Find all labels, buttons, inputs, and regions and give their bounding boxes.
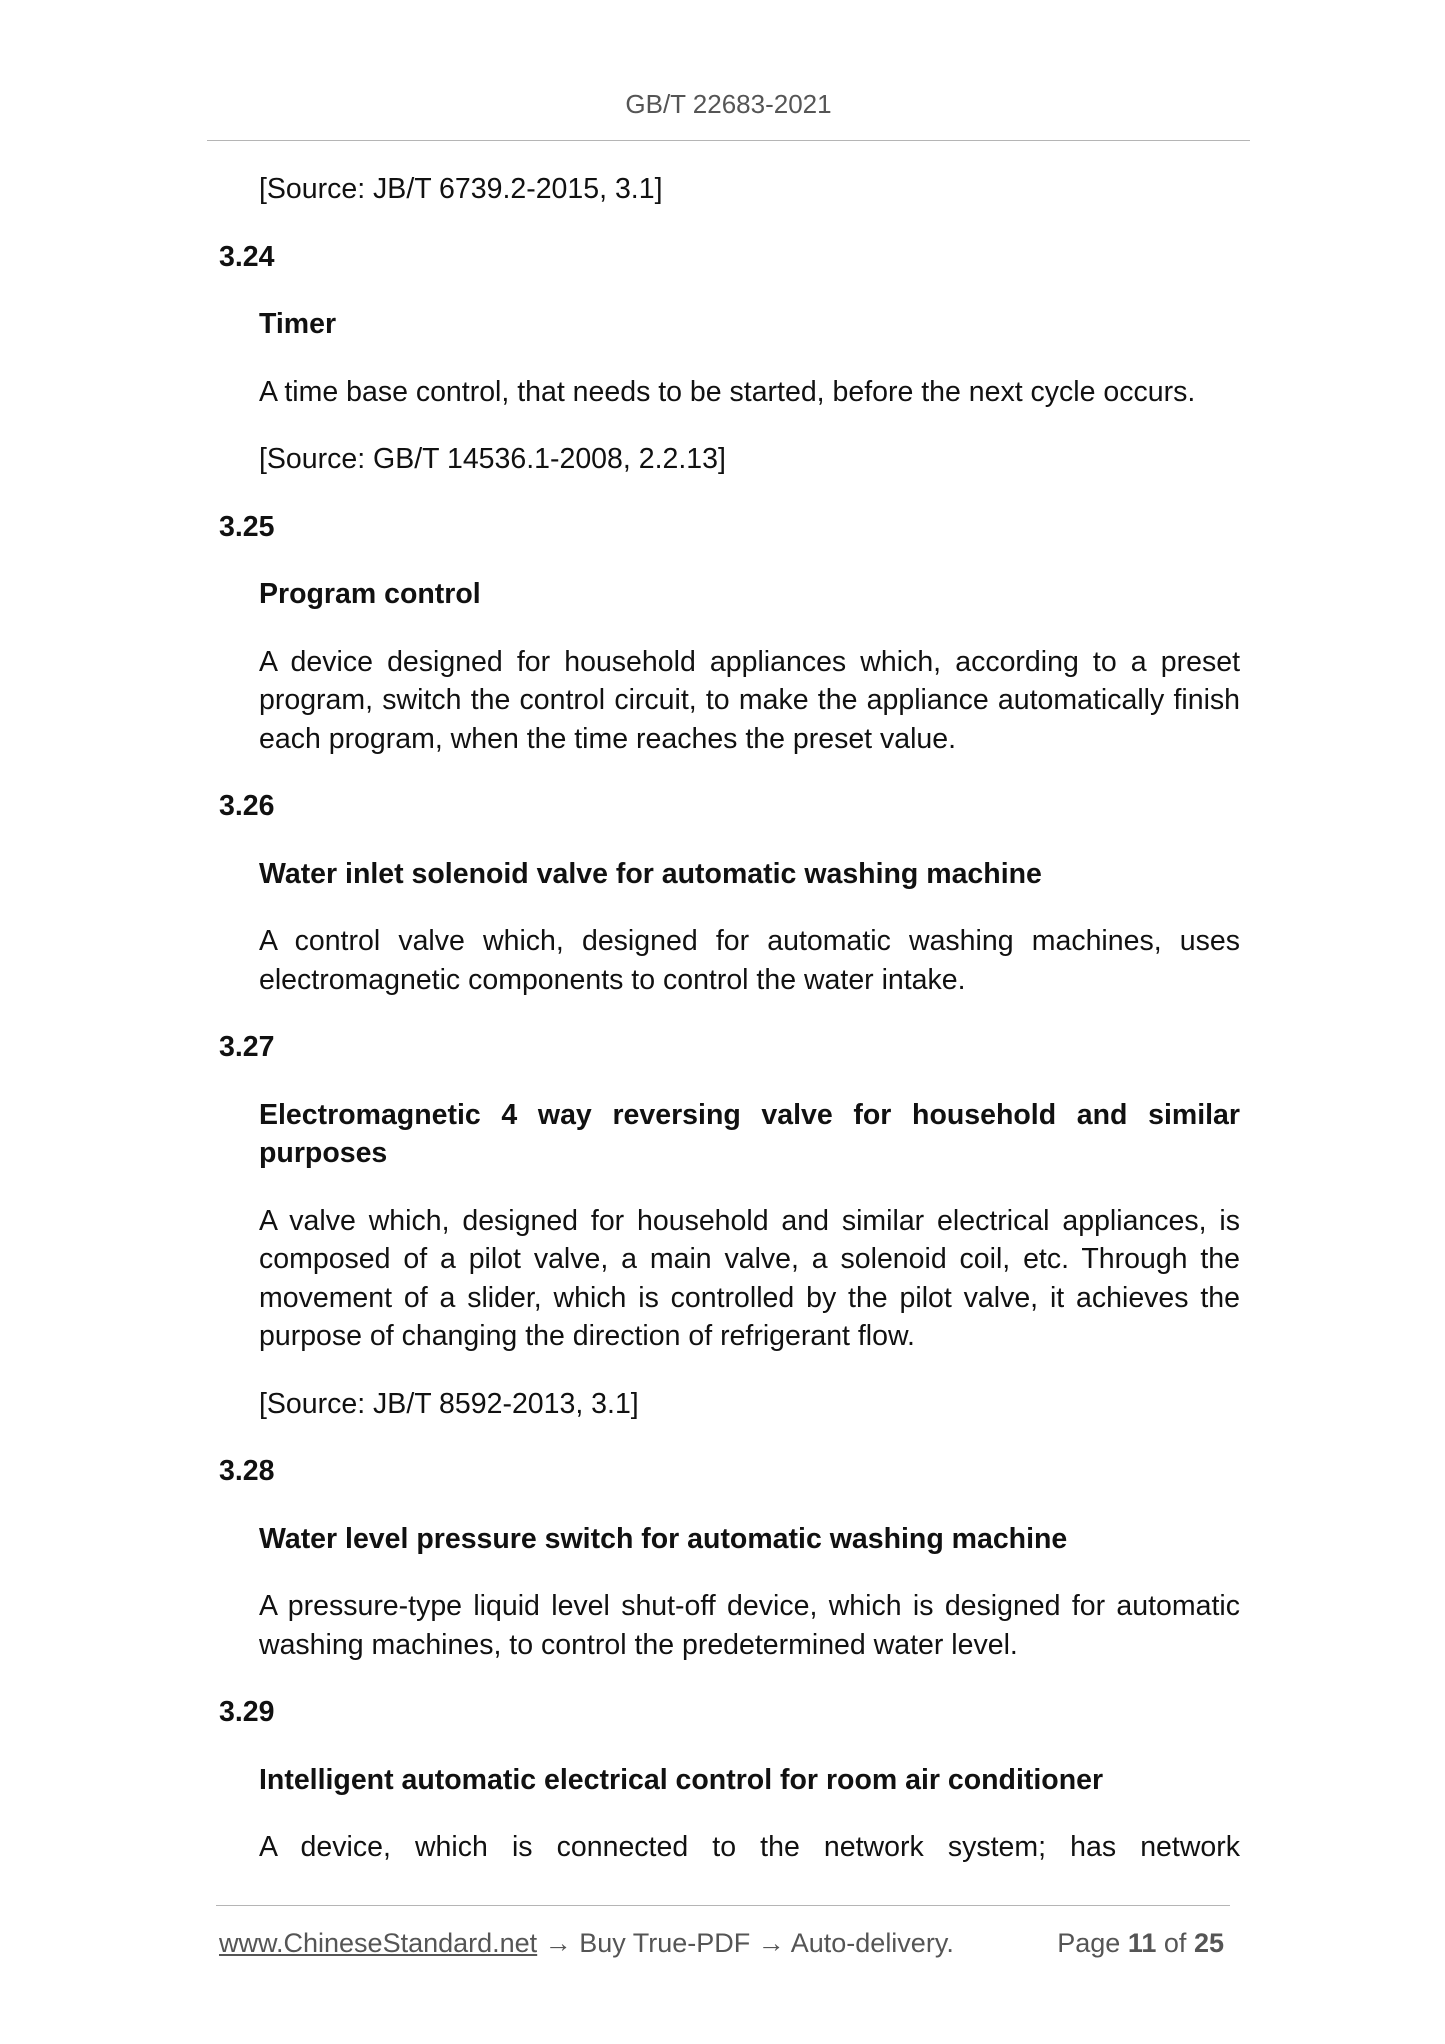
current-page-number: 11: [1127, 1928, 1157, 1958]
term-definition: A control valve which, designed for automatic washing machines, uses electromagnetic components to control the water intake.: [259, 925, 1240, 996]
term-title: Program control: [259, 578, 481, 610]
term-title: Electromagnetic 4 way reversing valve for household and similar purposes: [259, 1098, 1240, 1169]
document-body: [219, 170, 1240, 1867]
document-id: GB/T 22683-2021: [625, 89, 832, 119]
page-label: Page: [1057, 1928, 1121, 1958]
page-counter: [1057, 1925, 1224, 1961]
term-definition: A device designed for household appliances which, according to a preset program, switch the control circuit, to make the appliance automatically finish each program, when the time reaches the preset value.: [259, 645, 1240, 755]
footer-promo-text: → Buy True-PDF → Auto-delivery.: [537, 1928, 954, 1958]
term-title: Water inlet solenoid valve for automatic washing machine: [259, 857, 1042, 890]
term-number: 3.29: [219, 1696, 275, 1728]
term-number: 3.24: [219, 240, 275, 273]
source-citation: [Source: GB/T 14536.1-2008, 2.2.13]: [259, 443, 726, 475]
of-label: of: [1163, 1928, 1187, 1958]
page-footer: [219, 1925, 1230, 1961]
term-definition: A pressure-type liquid level shut-off device, which is designed for automatic washing machines, to control the predetermined water level.: [259, 1590, 1240, 1661]
total-pages-number: 25: [1193, 1928, 1224, 1958]
website-link[interactable]: www.ChineseStandard.net: [219, 1928, 538, 1958]
term-number: 3.25: [219, 510, 275, 543]
term-title: Timer: [259, 308, 337, 340]
term-definition: A valve which, designed for household and similar electrical appliances, is composed of a pilot valve, a main valve, a solenoid coil, etc. Through the movement of a slider, which is controlled by the pilot valve, it achieves the purpose of changing the direction of refrigerant flow.: [259, 1204, 1240, 1352]
term-definition: A device, which is connected to the network system; has network: [259, 1831, 1240, 1863]
term-number: 3.27: [219, 1031, 275, 1063]
source-citation: [Source: JB/T 6739.2-2015, 3.1]: [259, 173, 663, 205]
term-number: 3.28: [219, 1455, 275, 1487]
source-citation: [Source: JB/T 8592-2013, 3.1]: [259, 1387, 639, 1420]
footer-divider: [216, 1905, 1230, 1906]
page-header: [207, 88, 1250, 141]
term-number: 3.26: [219, 790, 275, 822]
term-definition: A time base control, that needs to be started, before the next cycle occurs.: [259, 375, 1196, 408]
term-title: Water level pressure switch for automatic washing machine: [259, 1522, 1068, 1555]
term-title: Intelligent automatic electrical control for room air conditioner: [259, 1763, 1104, 1796]
